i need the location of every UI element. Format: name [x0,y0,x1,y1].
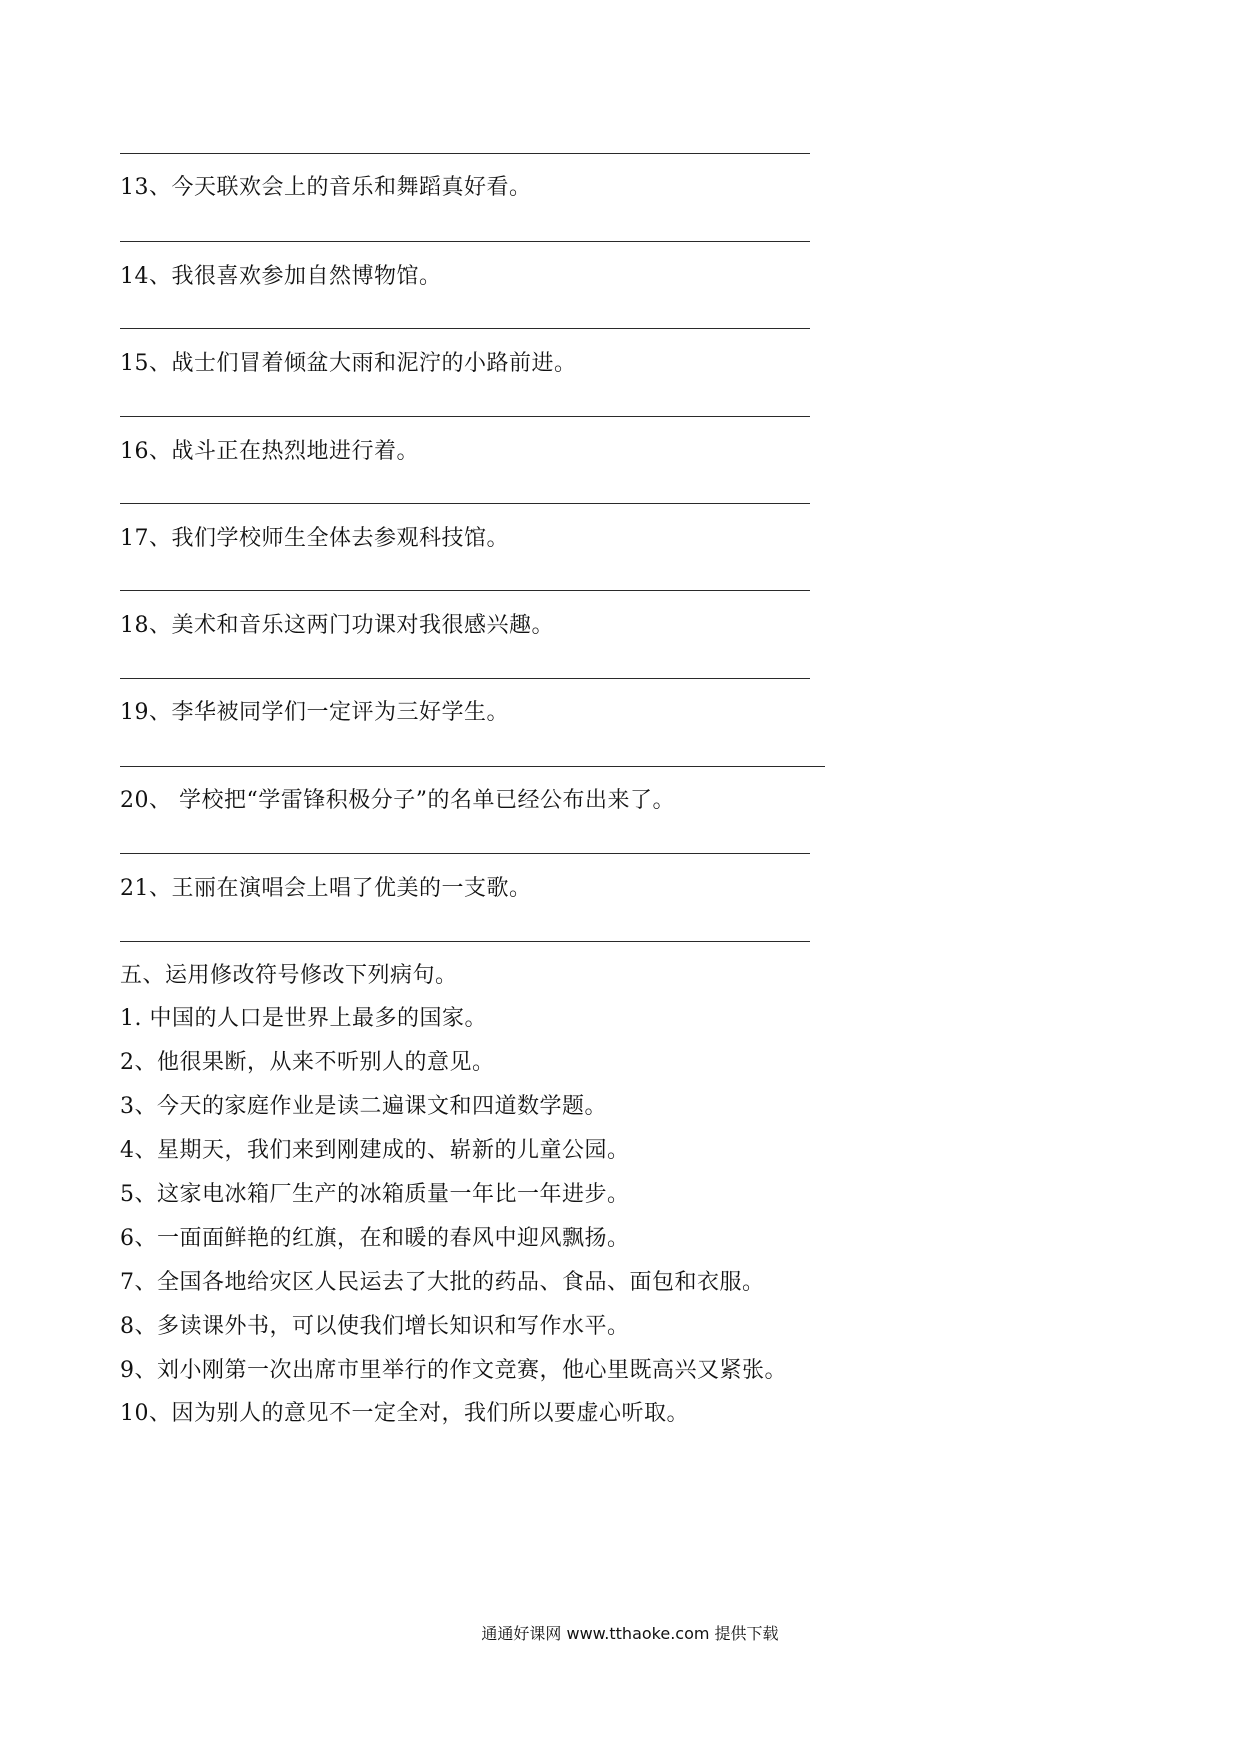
answer-line [120,853,810,854]
answer-line [120,241,810,242]
faulty-sentence-8: 8、多读课外书，可以使我们增长知识和写作水平。 [120,1314,630,1339]
answer-line [120,766,825,767]
answer-line [120,503,810,504]
sentence-15: 15、战士们冒着倾盆大雨和泥泞的小路前进。 [120,351,577,376]
faulty-sentence-3: 3、今天的家庭作业是读二遍课文和四道数学题。 [120,1094,607,1119]
faulty-sentence-7: 7、全国各地给灾区人民运去了大批的药品、食品、面包和衣服。 [120,1270,765,1295]
answer-line [120,328,810,329]
faulty-sentence-9: 9、刘小刚第一次出席市里举行的作文竞赛，他心里既高兴又紧张。 [120,1358,787,1383]
sentence-16: 16、战斗正在热烈地进行着。 [120,439,419,464]
sentence-17: 17、我们学校师生全体去参观科技馆。 [120,526,509,551]
faulty-sentence-10: 10、因为别人的意见不一定全对，我们所以要虚心听取。 [120,1401,689,1426]
answer-line [120,941,810,942]
answer-line [120,153,810,154]
faulty-sentence-6: 6、一面面鲜艳的红旗，在和暖的春风中迎风飘扬。 [120,1226,630,1251]
sentence-20: 20、 学校把“学雷锋积极分子”的名单已经公布出来了。 [120,788,675,813]
faulty-sentence-4: 4、星期天，我们来到刚建成的、崭新的儿童公园。 [120,1138,630,1163]
sentence-13: 13、今天联欢会上的音乐和舞蹈真好看。 [120,175,532,200]
faulty-sentence-5: 5、这家电冰箱厂生产的冰箱质量一年比一年进步。 [120,1182,630,1207]
sentence-18: 18、美术和音乐这两门功课对我很感兴趣。 [120,613,554,638]
answer-line [120,590,810,591]
faulty-sentence-2: 2、他很果断，从来不听别人的意见。 [120,1050,495,1075]
sentence-21: 21、王丽在演唱会上唱了优美的一支歌。 [120,876,532,901]
answer-line [120,678,810,679]
answer-line [120,416,810,417]
sentence-14: 14、我很喜欢参加自然博物馆。 [120,264,442,289]
sentence-19: 19、李华被同学们一定评为三好学生。 [120,700,509,725]
faulty-sentence-1: 1. 中国的人口是世界上最多的国家。 [120,1006,487,1031]
page-footer: 通通好课网 www.tthaoke.com 提供下载 [481,1624,779,1643]
section-heading: 五、运用修改符号修改下列病句。 [120,963,458,988]
